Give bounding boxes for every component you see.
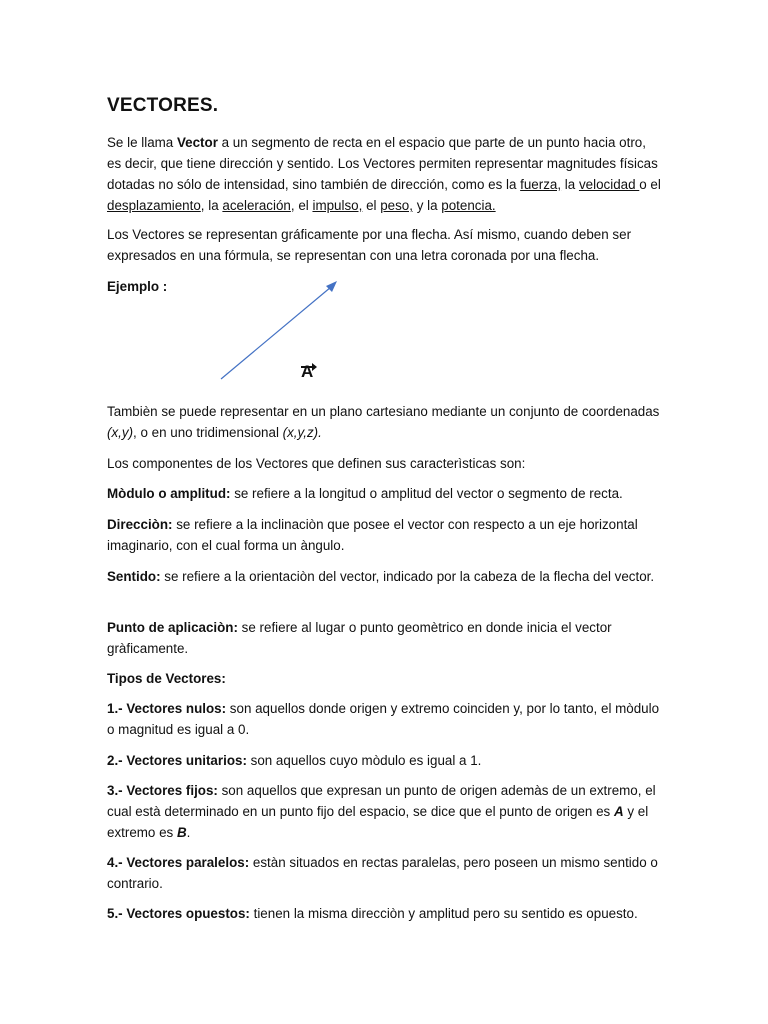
types-heading: Tipos de Vectores: (107, 671, 226, 686)
type-paralelos: 4.- Vectores paralelos: estàn situados en rectas paralelas, pero poseen un mismo sentido o contrario. (107, 855, 658, 891)
component-sentido: Sentido: se refiere a la orientaciòn del vector, indicado por la cabeza de la flecha del vector. (107, 569, 655, 584)
components-intro: Los componentes de los Vectores que definen sus caracterìsticas son: (107, 456, 526, 471)
component-direccion: Direcciòn: se refiere a la inclinaciòn que posee el vector con respecto a un eje horizontal imaginario, con el cual forma un àngulo. (107, 517, 638, 553)
type-opuestos: 5.- Vectores opuestos: tienen la misma direcciòn y amplitud pero su sentido es opuesto. (107, 906, 638, 921)
component-punto: Punto de aplicaciòn: se refiere al lugar o punto geomètrico en donde inicia el vector gràficamente. (107, 620, 612, 656)
term-peso: peso, (380, 198, 413, 213)
term-vector: Vector (176, 135, 218, 150)
cartesian-paragraph: Tambièn se puede representar en un plano cartesiano mediante un conjunto de coordenadas (x,y), o en uno tridimensional (x,y,z). (107, 404, 660, 440)
type-nulos: 1.- Vectores nulos: son aquellos donde origen y extremo coinciden y, por lo tanto, el mòdulo o magnitud es igual a 0. (107, 701, 660, 737)
graphic-paragraph: Los Vectores se representan gráficamente por una flecha. Así mismo, cuando deben ser expresados en una fórmula, se representan con una letra coronada por una flecha. (107, 227, 632, 263)
page-title: VECTORES. (107, 95, 219, 116)
vector-label: A (301, 362, 314, 381)
component-modulo: Mòdulo o amplitud: se refiere a la longitud o amplitud del vector o segmento de recta. (107, 486, 623, 501)
type-unitarios: 2.- Vectores unitarios: son aquellos cuyo mòdulo es igual a 1. (107, 753, 482, 768)
term-fuerza: fuerza, (520, 177, 562, 192)
intro-paragraph: Se le llama Vector a un segmento de recta en el espacio que parte de un punto hacia otro, es decir, que tiene dirección y sentido. Los Vectores permiten representar magnitudes físicas dotadas no sólo de intensidad, sino también de dirección, como es la fuerza, la velocidad o el desplazamiento, la aceleración, el impulso, el peso, y la potencia. (107, 135, 661, 213)
type-fijos: 3.- Vectores fijos: son aquellos que expresan un punto de origen ademàs de un extremo, el cual està determinado en un punto fijo del espacio, se dice que el punto de origen es A y el extremo es B. (107, 783, 656, 840)
term-velocidad: velocidad (578, 177, 640, 192)
example-label: Ejemplo : (107, 279, 168, 294)
term-aceleracion: aceleración (222, 198, 291, 213)
term-potencia: potencia. (441, 198, 496, 213)
term-desplazamiento: desplazamiento (107, 198, 201, 213)
term-impulso: impulso, (312, 198, 363, 213)
